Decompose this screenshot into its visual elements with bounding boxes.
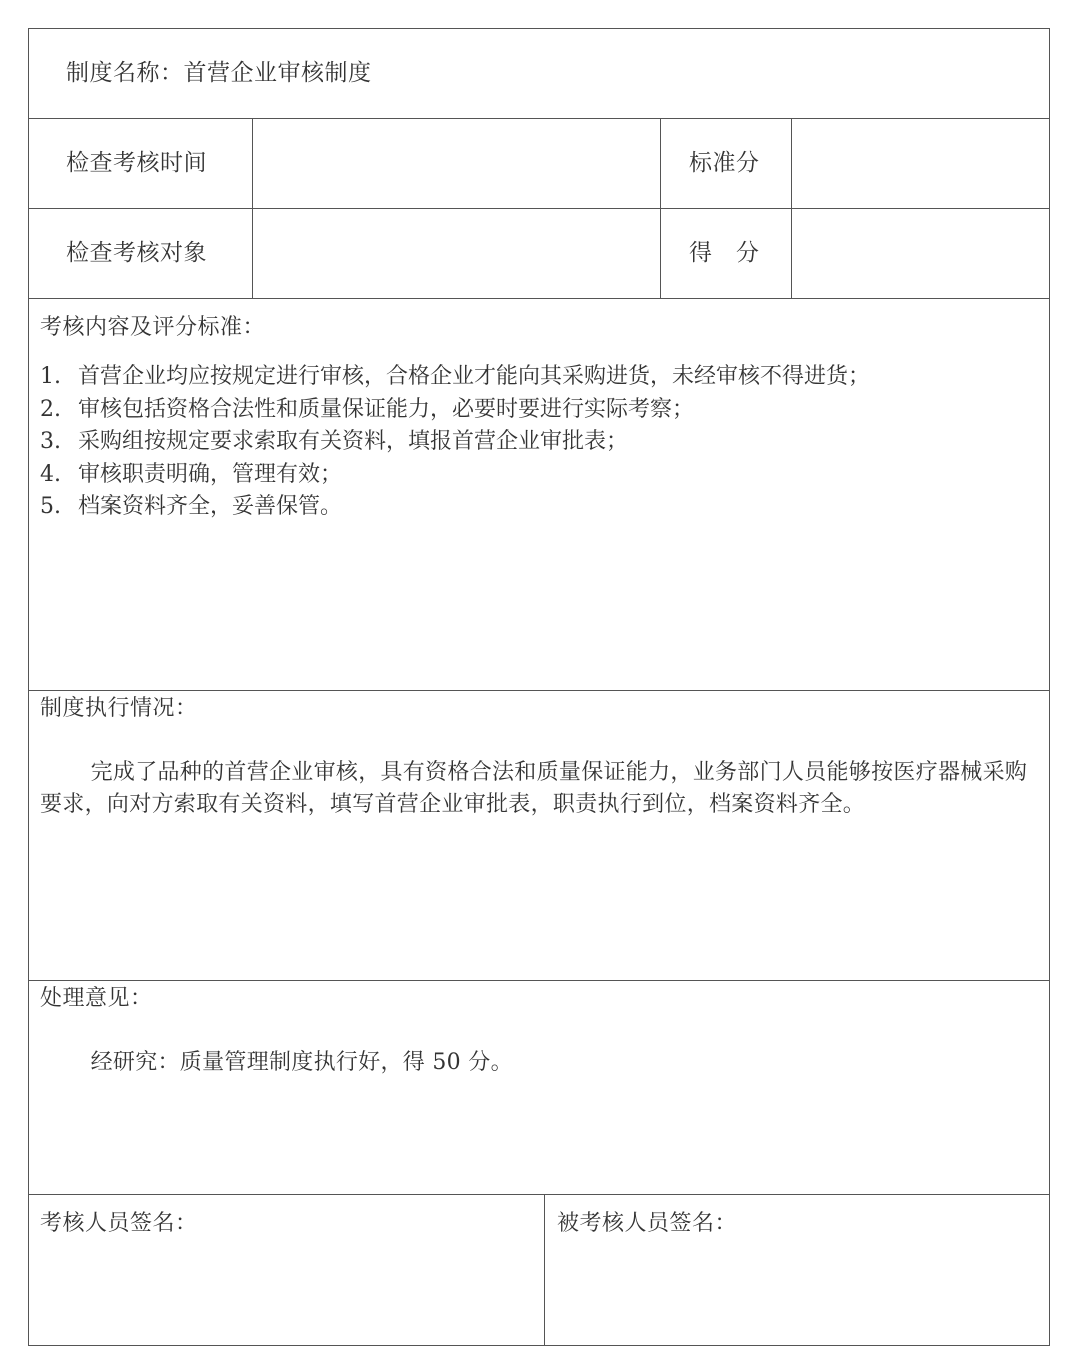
execution-body: 完成了品种的首营企业审核，具有资格合法和质量保证能力，业务部门人员能够按医疗器械采购要求，向对方索取有关资料，填写首营企业审批表，职责执行到位，档案资料齐全。: [40, 760, 1028, 817]
row-divider: [28, 208, 1050, 209]
assessor-signature-label: 考核人员签名：: [40, 1211, 198, 1236]
inspection-target-label: 检查考核对象: [66, 240, 207, 266]
assessee-signature-label: 被考核人员签名：: [557, 1211, 738, 1236]
list-item-number: 4.: [40, 461, 61, 487]
list-item-text: 审核包括资格合法性和质量保证能力，必要时要进行实际考察；: [78, 396, 695, 422]
opinion-body: 经研究：质量管理制度执行好，得 50 分。: [90, 1050, 513, 1075]
list-item: [40, 459, 870, 492]
criteria-heading: 考核内容及评分标准：: [40, 315, 266, 340]
policy-title: 制度名称：首营企业审核制度: [66, 60, 372, 86]
execution-heading: 制度执行情况：: [40, 696, 198, 721]
list-item: [40, 426, 870, 459]
list-item-number: 1.: [40, 364, 61, 389]
list-item-text: 审核职责明确，管理有效；: [78, 461, 343, 487]
criteria-list: [40, 361, 870, 524]
opinion-heading: 处理意见：: [40, 986, 153, 1011]
row-divider: [28, 118, 1050, 119]
list-item: [40, 491, 870, 524]
column-divider: [791, 118, 792, 298]
list-item-text: 采购组按规定要求索取有关资料，填报首营企业审批表；: [78, 429, 629, 454]
list-item-number: 2.: [40, 396, 61, 422]
list-item-number: 5.: [40, 494, 61, 519]
standard-score-label: 标准分: [689, 150, 760, 176]
row-divider: [28, 690, 1050, 691]
row-divider: [28, 1194, 1050, 1195]
row-divider: [28, 980, 1050, 981]
score-label: 得 分: [689, 240, 760, 266]
column-divider: [544, 1194, 545, 1346]
list-item-number: 3.: [40, 429, 61, 454]
row-divider: [28, 298, 1050, 299]
list-item: [40, 361, 870, 394]
assessment-form-table: [28, 28, 1050, 1346]
column-divider: [660, 118, 661, 298]
column-divider: [252, 118, 253, 298]
list-item: [40, 394, 870, 427]
list-item-text: 档案资料齐全，妥善保管。: [78, 494, 343, 519]
list-item-text: 首营企业均应按规定进行审核，合格企业才能向其采购进货，未经审核不得进货；: [78, 364, 871, 389]
inspection-time-label: 检查考核时间: [66, 150, 207, 176]
